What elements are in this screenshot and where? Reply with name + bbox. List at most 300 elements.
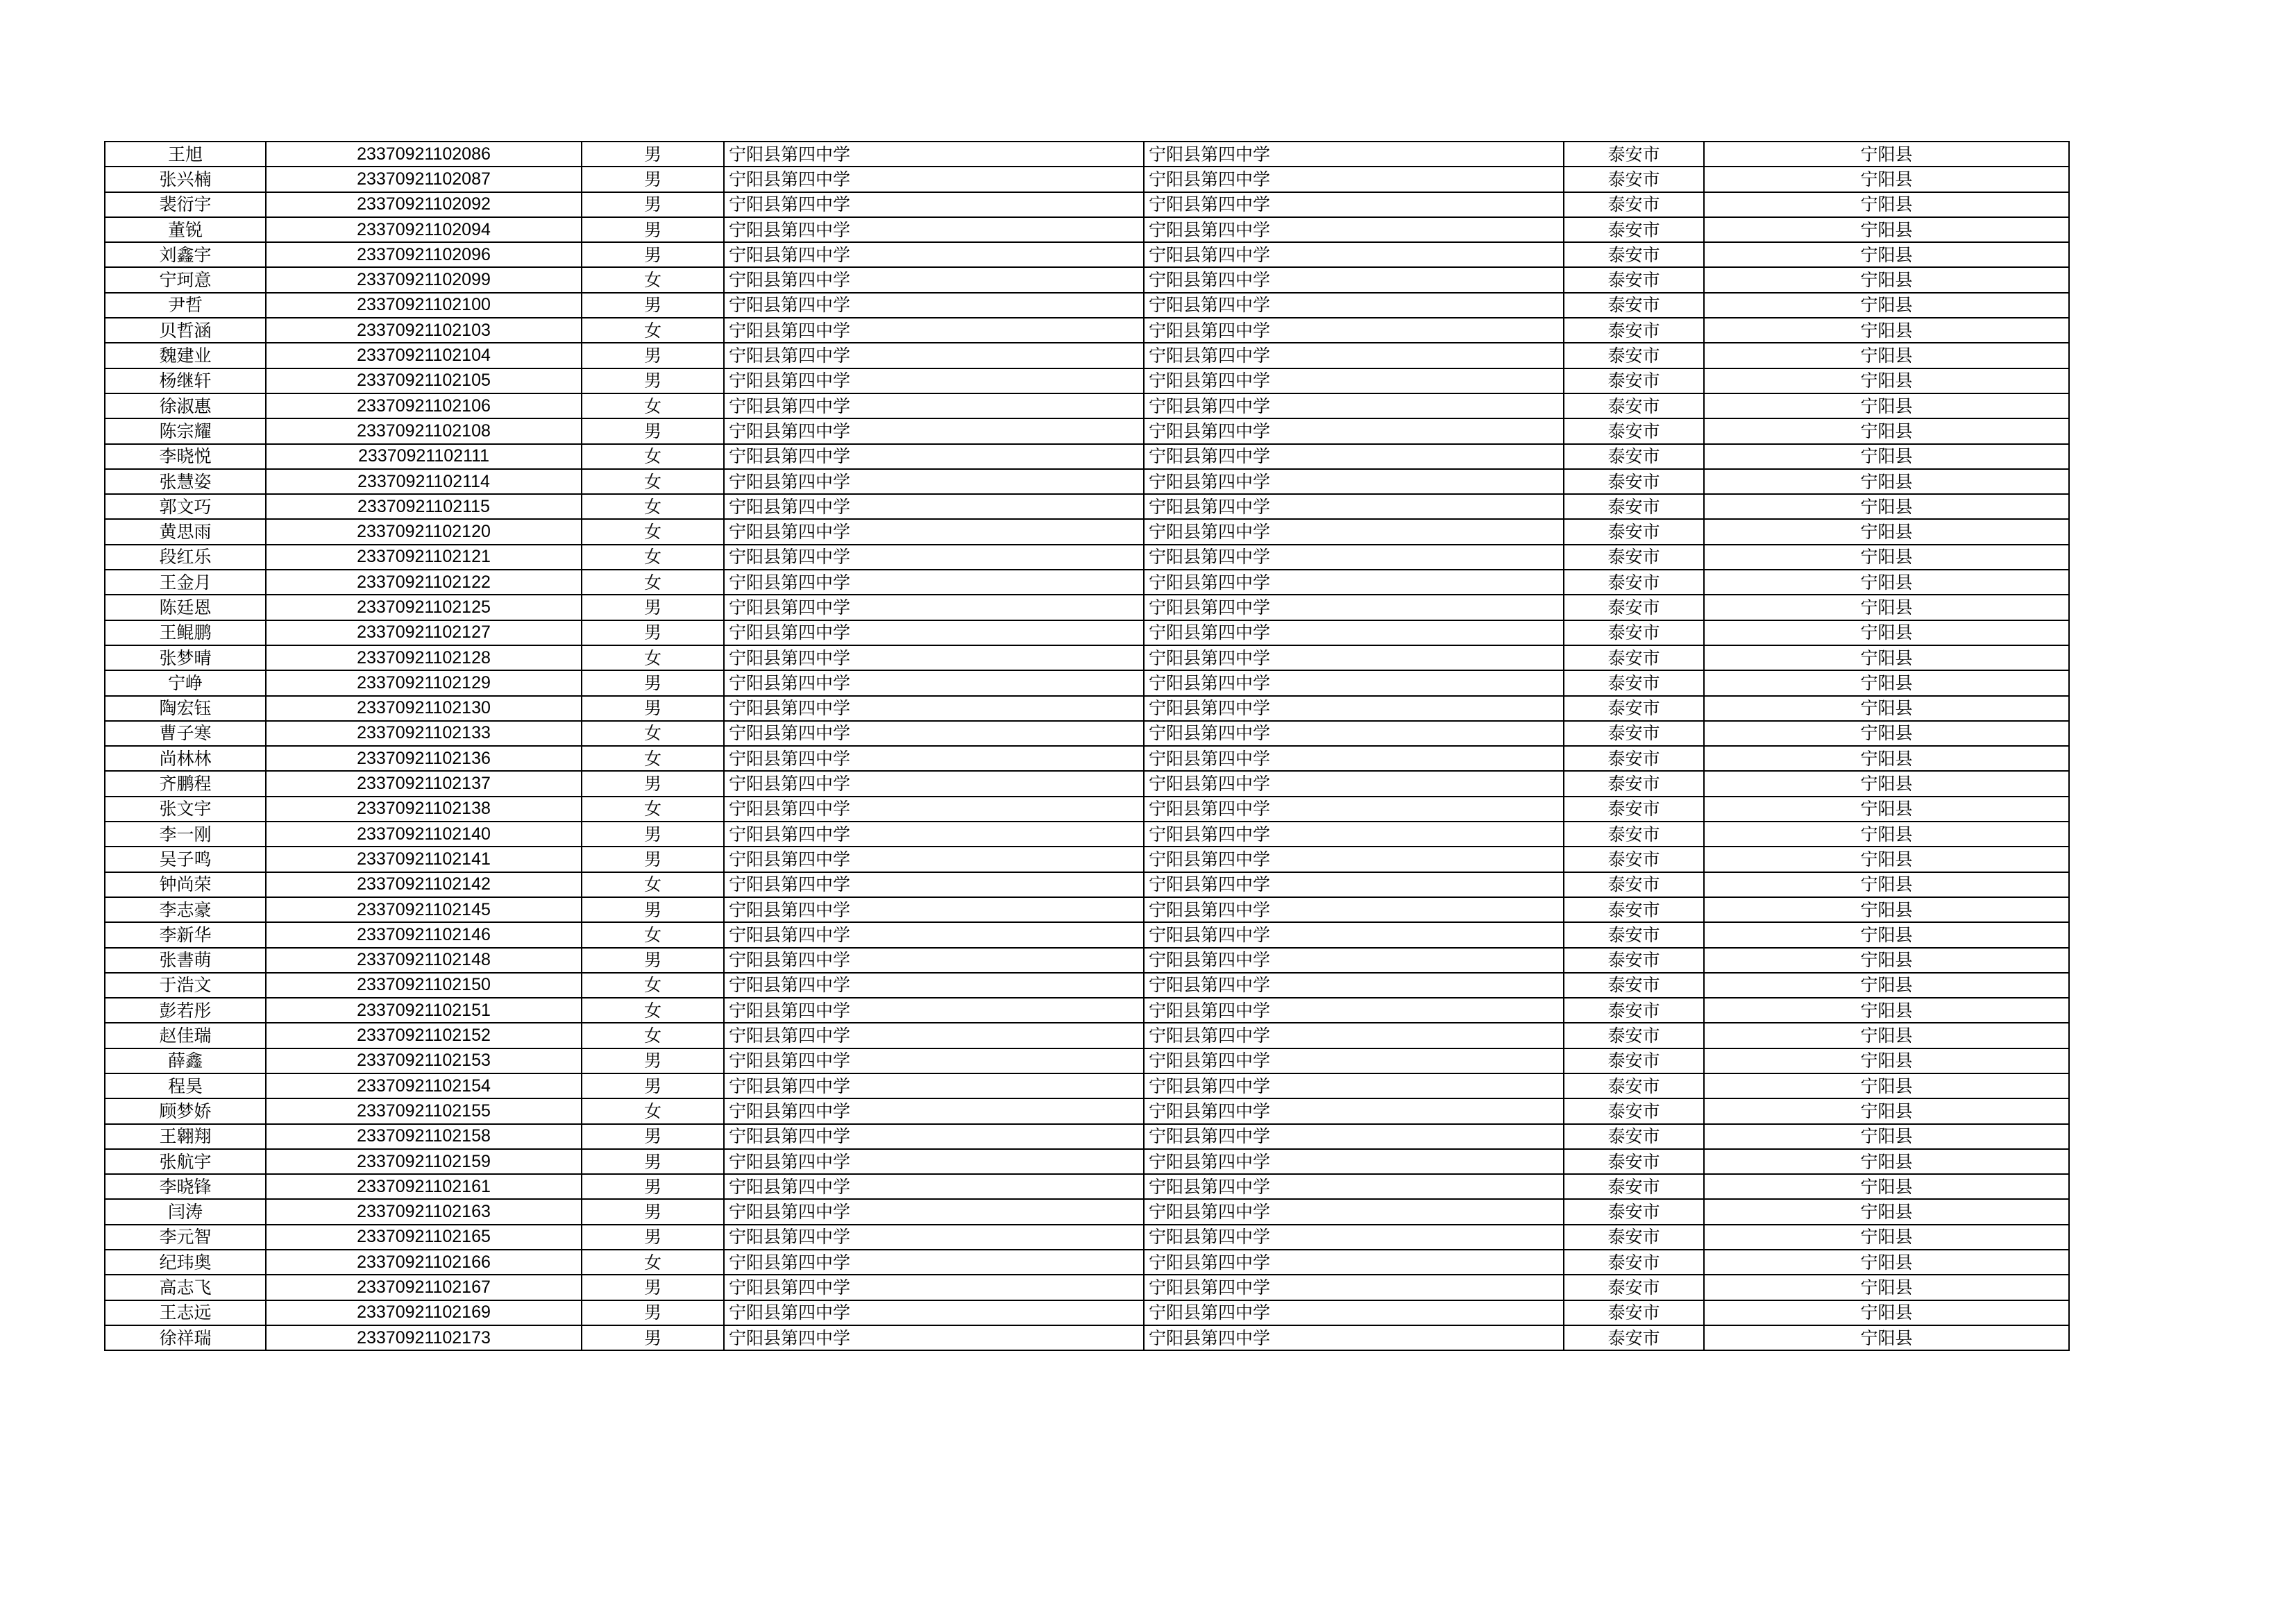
city-cell: 泰安市	[1564, 267, 1704, 292]
school-cell: 宁阳县第四中学	[724, 948, 1144, 973]
student-name-cell: 闫涛	[105, 1199, 266, 1224]
table-row	[105, 1300, 2069, 1325]
city-cell: 泰安市	[1564, 897, 1704, 922]
exam-id-cell: 23370921102173	[266, 1325, 582, 1350]
gender-cell: 女	[582, 318, 724, 343]
table-row	[105, 1048, 2069, 1073]
exam-id-cell: 23370921102159	[266, 1149, 582, 1174]
exam-id-cell: 23370921102137	[266, 771, 582, 796]
city-cell: 泰安市	[1564, 242, 1704, 267]
gender-cell: 男	[582, 670, 724, 695]
gender-cell: 男	[582, 771, 724, 796]
exam-id-cell: 23370921102163	[266, 1199, 582, 1224]
city-cell: 泰安市	[1564, 1250, 1704, 1275]
exam-id-cell: 23370921102138	[266, 797, 582, 822]
school-cell: 宁阳县第四中学	[724, 670, 1144, 695]
gender-cell: 女	[582, 998, 724, 1023]
exam-id-cell: 23370921102114	[266, 469, 582, 494]
exam-id-cell: 23370921102103	[266, 318, 582, 343]
unit-cell: 宁阳县第四中学	[1144, 1124, 1564, 1149]
student-name-cell: 陈廷恩	[105, 595, 266, 620]
unit-cell: 宁阳县第四中学	[1144, 847, 1564, 872]
county-cell: 宁阳县	[1704, 822, 2069, 847]
city-cell: 泰安市	[1564, 973, 1704, 998]
table-row	[105, 1250, 2069, 1275]
student-name-cell: 郭文巧	[105, 494, 266, 519]
gender-cell: 女	[582, 645, 724, 670]
table-row	[105, 167, 2069, 192]
unit-cell: 宁阳县第四中学	[1144, 318, 1564, 343]
unit-cell: 宁阳县第四中学	[1144, 1048, 1564, 1073]
unit-cell: 宁阳县第四中学	[1144, 1325, 1564, 1350]
exam-id-cell: 23370921102153	[266, 1048, 582, 1073]
county-cell: 宁阳县	[1704, 1098, 2069, 1123]
table-row	[105, 847, 2069, 872]
gender-cell: 男	[582, 217, 724, 242]
table-row	[105, 620, 2069, 645]
table-row	[105, 595, 2069, 620]
city-cell: 泰安市	[1564, 393, 1704, 418]
school-cell: 宁阳县第四中学	[724, 696, 1144, 721]
unit-cell: 宁阳县第四中学	[1144, 1073, 1564, 1098]
table-row	[105, 746, 2069, 771]
student-name-cell: 尚林林	[105, 746, 266, 771]
table-row	[105, 343, 2069, 368]
county-cell: 宁阳县	[1704, 1275, 2069, 1300]
exam-id-cell: 23370921102129	[266, 670, 582, 695]
city-cell: 泰安市	[1564, 1300, 1704, 1325]
unit-cell: 宁阳县第四中学	[1144, 418, 1564, 443]
student-name-cell: 刘鑫宇	[105, 242, 266, 267]
exam-id-cell: 23370921102108	[266, 418, 582, 443]
student-name-cell: 陈宗耀	[105, 418, 266, 443]
gender-cell: 男	[582, 293, 724, 318]
city-cell: 泰安市	[1564, 645, 1704, 670]
county-cell: 宁阳县	[1704, 167, 2069, 192]
student-name-cell: 王旭	[105, 142, 266, 167]
student-name-cell: 黄思雨	[105, 519, 266, 544]
unit-cell: 宁阳县第四中学	[1144, 142, 1564, 167]
student-name-cell: 宁珂意	[105, 267, 266, 292]
city-cell: 泰安市	[1564, 1098, 1704, 1123]
gender-cell: 男	[582, 1174, 724, 1199]
exam-id-cell: 23370921102111	[266, 444, 582, 469]
city-cell: 泰安市	[1564, 418, 1704, 443]
gender-cell: 男	[582, 595, 724, 620]
unit-cell: 宁阳县第四中学	[1144, 620, 1564, 645]
school-cell: 宁阳县第四中学	[724, 973, 1144, 998]
table-row	[105, 1124, 2069, 1149]
table-row	[105, 570, 2069, 595]
exam-id-cell: 23370921102096	[266, 242, 582, 267]
county-cell: 宁阳县	[1704, 267, 2069, 292]
student-name-cell: 赵佳瑞	[105, 1023, 266, 1048]
school-cell: 宁阳县第四中学	[724, 645, 1144, 670]
gender-cell: 男	[582, 1325, 724, 1350]
gender-cell: 男	[582, 1124, 724, 1149]
city-cell: 泰安市	[1564, 1275, 1704, 1300]
table-row	[105, 293, 2069, 318]
school-cell: 宁阳县第四中学	[724, 267, 1144, 292]
city-cell: 泰安市	[1564, 519, 1704, 544]
gender-cell: 男	[582, 1048, 724, 1073]
unit-cell: 宁阳县第四中学	[1144, 822, 1564, 847]
city-cell: 泰安市	[1564, 545, 1704, 570]
unit-cell: 宁阳县第四中学	[1144, 1098, 1564, 1123]
unit-cell: 宁阳县第四中学	[1144, 343, 1564, 368]
school-cell: 宁阳县第四中学	[724, 494, 1144, 519]
student-name-cell: 高志飞	[105, 1275, 266, 1300]
school-cell: 宁阳县第四中学	[724, 519, 1144, 544]
city-cell: 泰安市	[1564, 1225, 1704, 1250]
unit-cell: 宁阳县第四中学	[1144, 570, 1564, 595]
student-name-cell: 王金月	[105, 570, 266, 595]
county-cell: 宁阳县	[1704, 393, 2069, 418]
gender-cell: 男	[582, 167, 724, 192]
county-cell: 宁阳县	[1704, 368, 2069, 393]
school-cell: 宁阳县第四中学	[724, 1250, 1144, 1275]
student-name-cell: 宁峥	[105, 670, 266, 695]
school-cell: 宁阳县第四中学	[724, 318, 1144, 343]
exam-id-cell: 23370921102092	[266, 192, 582, 217]
student-roster-table	[104, 141, 2070, 1351]
unit-cell: 宁阳县第四中学	[1144, 670, 1564, 695]
county-cell: 宁阳县	[1704, 545, 2069, 570]
unit-cell: 宁阳县第四中学	[1144, 469, 1564, 494]
city-cell: 泰安市	[1564, 721, 1704, 746]
table-row	[105, 1098, 2069, 1123]
school-cell: 宁阳县第四中学	[724, 872, 1144, 897]
exam-id-cell: 23370921102161	[266, 1174, 582, 1199]
student-name-cell: 裴衍宇	[105, 192, 266, 217]
gender-cell: 男	[582, 822, 724, 847]
gender-cell: 男	[582, 620, 724, 645]
school-cell: 宁阳县第四中学	[724, 1073, 1144, 1098]
exam-id-cell: 23370921102094	[266, 217, 582, 242]
school-cell: 宁阳县第四中学	[724, 1300, 1144, 1325]
exam-id-cell: 23370921102100	[266, 293, 582, 318]
gender-cell: 女	[582, 570, 724, 595]
student-name-cell: 尹哲	[105, 293, 266, 318]
student-name-cell: 于浩文	[105, 973, 266, 998]
student-name-cell: 段红乐	[105, 545, 266, 570]
table-row	[105, 922, 2069, 947]
unit-cell: 宁阳县第四中学	[1144, 1174, 1564, 1199]
city-cell: 泰安市	[1564, 469, 1704, 494]
unit-cell: 宁阳县第四中学	[1144, 1275, 1564, 1300]
gender-cell: 男	[582, 343, 724, 368]
gender-cell: 男	[582, 1300, 724, 1325]
unit-cell: 宁阳县第四中学	[1144, 242, 1564, 267]
school-cell: 宁阳县第四中学	[724, 771, 1144, 796]
school-cell: 宁阳县第四中学	[724, 1225, 1144, 1250]
student-name-cell: 李新华	[105, 922, 266, 947]
school-cell: 宁阳县第四中学	[724, 1098, 1144, 1123]
student-name-cell: 张書萌	[105, 948, 266, 973]
school-cell: 宁阳县第四中学	[724, 595, 1144, 620]
city-cell: 泰安市	[1564, 948, 1704, 973]
gender-cell: 男	[582, 1073, 724, 1098]
unit-cell: 宁阳县第四中学	[1144, 922, 1564, 947]
gender-cell: 女	[582, 393, 724, 418]
county-cell: 宁阳县	[1704, 293, 2069, 318]
student-name-cell: 徐祥瑞	[105, 1325, 266, 1350]
city-cell: 泰安市	[1564, 595, 1704, 620]
gender-cell: 女	[582, 444, 724, 469]
unit-cell: 宁阳县第四中学	[1144, 645, 1564, 670]
county-cell: 宁阳县	[1704, 142, 2069, 167]
student-name-cell: 吴子鸣	[105, 847, 266, 872]
county-cell: 宁阳县	[1704, 1174, 2069, 1199]
school-cell: 宁阳县第四中学	[724, 1124, 1144, 1149]
school-cell: 宁阳县第四中学	[724, 469, 1144, 494]
city-cell: 泰安市	[1564, 1149, 1704, 1174]
gender-cell: 女	[582, 922, 724, 947]
exam-id-cell: 23370921102145	[266, 897, 582, 922]
county-cell: 宁阳县	[1704, 797, 2069, 822]
gender-cell: 女	[582, 267, 724, 292]
city-cell: 泰安市	[1564, 797, 1704, 822]
county-cell: 宁阳县	[1704, 1124, 2069, 1149]
exam-id-cell: 23370921102140	[266, 822, 582, 847]
exam-id-cell: 23370921102086	[266, 142, 582, 167]
city-cell: 泰安市	[1564, 444, 1704, 469]
city-cell: 泰安市	[1564, 847, 1704, 872]
gender-cell: 女	[582, 1250, 724, 1275]
exam-id-cell: 23370921102104	[266, 343, 582, 368]
county-cell: 宁阳县	[1704, 721, 2069, 746]
table-row	[105, 1275, 2069, 1300]
unit-cell: 宁阳县第四中学	[1144, 1300, 1564, 1325]
table-row	[105, 192, 2069, 217]
exam-id-cell: 23370921102105	[266, 368, 582, 393]
school-cell: 宁阳县第四中学	[724, 797, 1144, 822]
school-cell: 宁阳县第四中学	[724, 393, 1144, 418]
county-cell: 宁阳县	[1704, 242, 2069, 267]
school-cell: 宁阳县第四中学	[724, 721, 1144, 746]
county-cell: 宁阳县	[1704, 494, 2069, 519]
unit-cell: 宁阳县第四中学	[1144, 167, 1564, 192]
city-cell: 泰安市	[1564, 922, 1704, 947]
gender-cell: 女	[582, 519, 724, 544]
county-cell: 宁阳县	[1704, 1225, 2069, 1250]
school-cell: 宁阳县第四中学	[724, 998, 1144, 1023]
table-row	[105, 444, 2069, 469]
county-cell: 宁阳县	[1704, 469, 2069, 494]
exam-id-cell: 23370921102152	[266, 1023, 582, 1048]
exam-id-cell: 23370921102099	[266, 267, 582, 292]
unit-cell: 宁阳县第四中学	[1144, 872, 1564, 897]
exam-id-cell: 23370921102122	[266, 570, 582, 595]
table-row	[105, 670, 2069, 695]
unit-cell: 宁阳县第四中学	[1144, 1023, 1564, 1048]
school-cell: 宁阳县第四中学	[724, 242, 1144, 267]
exam-id-cell: 23370921102165	[266, 1225, 582, 1250]
student-name-cell: 程昊	[105, 1073, 266, 1098]
school-cell: 宁阳县第四中学	[724, 1023, 1144, 1048]
unit-cell: 宁阳县第四中学	[1144, 217, 1564, 242]
school-cell: 宁阳县第四中学	[724, 192, 1144, 217]
city-cell: 泰安市	[1564, 217, 1704, 242]
county-cell: 宁阳县	[1704, 1300, 2069, 1325]
county-cell: 宁阳县	[1704, 620, 2069, 645]
school-cell: 宁阳县第四中学	[724, 545, 1144, 570]
student-name-cell: 薛鑫	[105, 1048, 266, 1073]
gender-cell: 男	[582, 242, 724, 267]
table-row	[105, 142, 2069, 167]
county-cell: 宁阳县	[1704, 746, 2069, 771]
city-cell: 泰安市	[1564, 620, 1704, 645]
student-name-cell: 李一刚	[105, 822, 266, 847]
table-row	[105, 1225, 2069, 1250]
unit-cell: 宁阳县第四中学	[1144, 494, 1564, 519]
student-name-cell: 张慧姿	[105, 469, 266, 494]
gender-cell: 男	[582, 1225, 724, 1250]
table-row	[105, 1199, 2069, 1224]
gender-cell: 男	[582, 1149, 724, 1174]
city-cell: 泰安市	[1564, 998, 1704, 1023]
gender-cell: 女	[582, 746, 724, 771]
county-cell: 宁阳县	[1704, 1149, 2069, 1174]
city-cell: 泰安市	[1564, 1199, 1704, 1224]
exam-id-cell: 23370921102125	[266, 595, 582, 620]
gender-cell: 女	[582, 721, 724, 746]
table-row	[105, 1023, 2069, 1048]
student-name-cell: 张梦晴	[105, 645, 266, 670]
city-cell: 泰安市	[1564, 696, 1704, 721]
table-row	[105, 545, 2069, 570]
student-name-cell: 纪玮奥	[105, 1250, 266, 1275]
unit-cell: 宁阳县第四中学	[1144, 721, 1564, 746]
county-cell: 宁阳县	[1704, 444, 2069, 469]
city-cell: 泰安市	[1564, 1023, 1704, 1048]
unit-cell: 宁阳县第四中学	[1144, 746, 1564, 771]
gender-cell: 男	[582, 142, 724, 167]
student-name-cell: 杨继轩	[105, 368, 266, 393]
county-cell: 宁阳县	[1704, 519, 2069, 544]
table-row	[105, 973, 2069, 998]
gender-cell: 男	[582, 948, 724, 973]
school-cell: 宁阳县第四中学	[724, 1174, 1144, 1199]
school-cell: 宁阳县第四中学	[724, 343, 1144, 368]
county-cell: 宁阳县	[1704, 696, 2069, 721]
student-name-cell: 顾梦娇	[105, 1098, 266, 1123]
table-row	[105, 1325, 2069, 1350]
unit-cell: 宁阳县第四中学	[1144, 293, 1564, 318]
unit-cell: 宁阳县第四中学	[1144, 1250, 1564, 1275]
student-name-cell: 齐鹏程	[105, 771, 266, 796]
exam-id-cell: 23370921102167	[266, 1275, 582, 1300]
county-cell: 宁阳县	[1704, 318, 2069, 343]
student-name-cell: 李晓悦	[105, 444, 266, 469]
gender-cell: 男	[582, 847, 724, 872]
city-cell: 泰安市	[1564, 822, 1704, 847]
gender-cell: 男	[582, 897, 724, 922]
unit-cell: 宁阳县第四中学	[1144, 948, 1564, 973]
city-cell: 泰安市	[1564, 771, 1704, 796]
county-cell: 宁阳县	[1704, 771, 2069, 796]
table-row	[105, 1174, 2069, 1199]
school-cell: 宁阳县第四中学	[724, 746, 1144, 771]
unit-cell: 宁阳县第四中学	[1144, 545, 1564, 570]
gender-cell: 女	[582, 1098, 724, 1123]
county-cell: 宁阳县	[1704, 897, 2069, 922]
table-row	[105, 318, 2069, 343]
city-cell: 泰安市	[1564, 670, 1704, 695]
gender-cell: 女	[582, 469, 724, 494]
city-cell: 泰安市	[1564, 872, 1704, 897]
table-row	[105, 696, 2069, 721]
table-row	[105, 519, 2069, 544]
school-cell: 宁阳县第四中学	[724, 1149, 1144, 1174]
unit-cell: 宁阳县第四中学	[1144, 797, 1564, 822]
county-cell: 宁阳县	[1704, 847, 2069, 872]
county-cell: 宁阳县	[1704, 670, 2069, 695]
school-cell: 宁阳县第四中学	[724, 418, 1144, 443]
unit-cell: 宁阳县第四中学	[1144, 1149, 1564, 1174]
city-cell: 泰安市	[1564, 142, 1704, 167]
gender-cell: 女	[582, 545, 724, 570]
exam-id-cell: 23370921102130	[266, 696, 582, 721]
exam-id-cell: 23370921102133	[266, 721, 582, 746]
exam-id-cell: 23370921102158	[266, 1124, 582, 1149]
city-cell: 泰安市	[1564, 494, 1704, 519]
unit-cell: 宁阳县第四中学	[1144, 192, 1564, 217]
gender-cell: 男	[582, 192, 724, 217]
unit-cell: 宁阳县第四中学	[1144, 1225, 1564, 1250]
county-cell: 宁阳县	[1704, 595, 2069, 620]
table-row	[105, 998, 2069, 1023]
county-cell: 宁阳县	[1704, 1048, 2069, 1073]
county-cell: 宁阳县	[1704, 645, 2069, 670]
school-cell: 宁阳县第四中学	[724, 368, 1144, 393]
exam-id-cell: 23370921102087	[266, 167, 582, 192]
student-name-cell: 张文宇	[105, 797, 266, 822]
unit-cell: 宁阳县第四中学	[1144, 771, 1564, 796]
school-cell: 宁阳县第四中学	[724, 897, 1144, 922]
gender-cell: 男	[582, 418, 724, 443]
gender-cell: 男	[582, 696, 724, 721]
city-cell: 泰安市	[1564, 1124, 1704, 1149]
table-row	[105, 469, 2069, 494]
table-row	[105, 948, 2069, 973]
gender-cell: 女	[582, 797, 724, 822]
city-cell: 泰安市	[1564, 318, 1704, 343]
student-name-cell: 王翱翔	[105, 1124, 266, 1149]
student-name-cell: 钟尚荣	[105, 872, 266, 897]
county-cell: 宁阳县	[1704, 343, 2069, 368]
exam-id-cell: 23370921102169	[266, 1300, 582, 1325]
unit-cell: 宁阳县第四中学	[1144, 998, 1564, 1023]
school-cell: 宁阳县第四中学	[724, 922, 1144, 947]
school-cell: 宁阳县第四中学	[724, 822, 1144, 847]
city-cell: 泰安市	[1564, 1048, 1704, 1073]
city-cell: 泰安市	[1564, 1174, 1704, 1199]
county-cell: 宁阳县	[1704, 570, 2069, 595]
city-cell: 泰安市	[1564, 1073, 1704, 1098]
county-cell: 宁阳县	[1704, 1325, 2069, 1350]
student-name-cell: 魏建业	[105, 343, 266, 368]
city-cell: 泰安市	[1564, 746, 1704, 771]
gender-cell: 女	[582, 872, 724, 897]
county-cell: 宁阳县	[1704, 872, 2069, 897]
student-name-cell: 陶宏钰	[105, 696, 266, 721]
exam-id-cell: 23370921102121	[266, 545, 582, 570]
student-name-cell: 董锐	[105, 217, 266, 242]
table-row	[105, 368, 2069, 393]
unit-cell: 宁阳县第四中学	[1144, 696, 1564, 721]
county-cell: 宁阳县	[1704, 1073, 2069, 1098]
